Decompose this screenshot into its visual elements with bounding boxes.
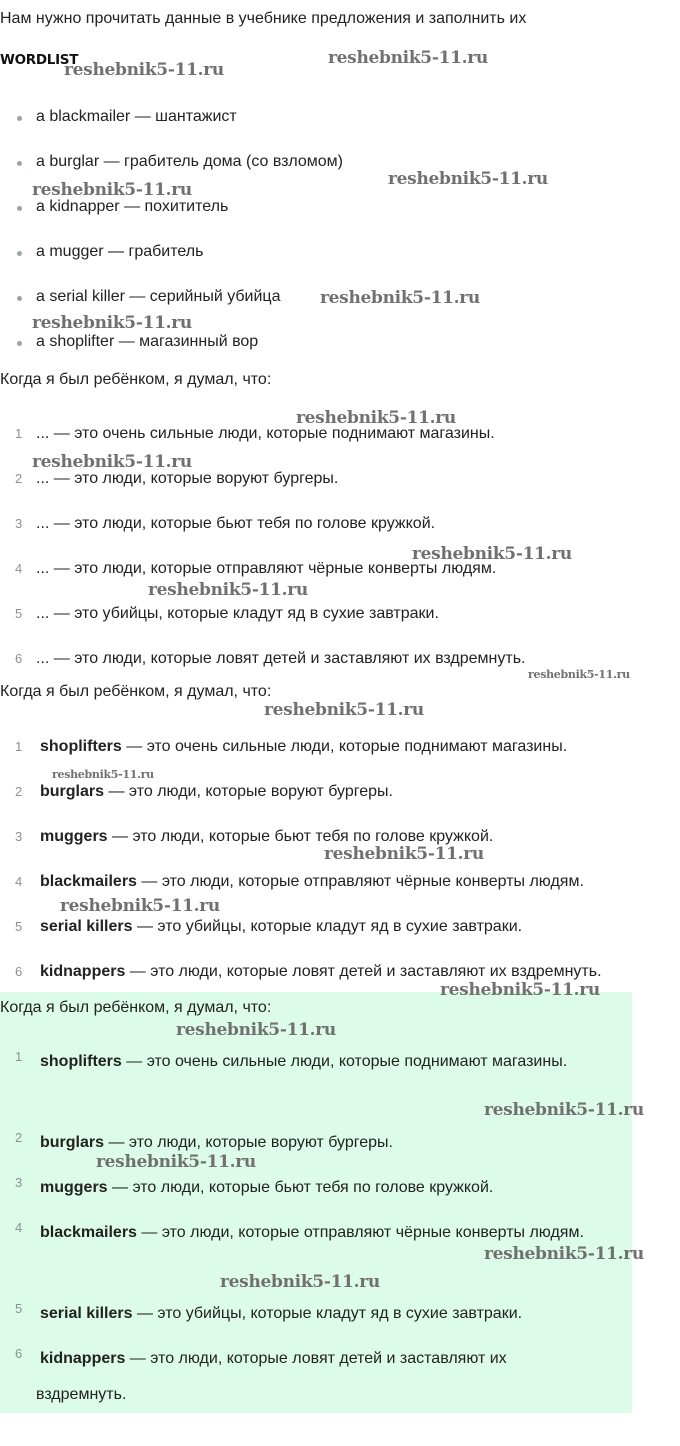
watermark: reshebnik5-11.ru [388, 169, 548, 189]
item-text: ... — это люди, которые воруют бургеры. [36, 470, 339, 487]
item-text [36, 1341, 581, 1413]
item-rest: — это люди, которые бьют тебя по голове кружкой. [107, 828, 494, 845]
item-text [40, 779, 393, 805]
item-rest: — это люди, которые ловят детей и заставляют их вздремнуть. [125, 963, 602, 980]
watermark: reshebnik5-11.ru [220, 1272, 380, 1292]
wordlist-item: a burglar — грабитель дома (со взломом) [0, 149, 343, 194]
item-rest: — это люди, которые отправляют чёрные конверты людям. [136, 873, 584, 890]
answer-term: blackmailers [40, 873, 137, 890]
watermark: reshebnik5-11.ru [528, 668, 630, 681]
item-number: 3 [15, 829, 23, 844]
item-rest: — это люди, которые бьют тебя по голове кружкой. [107, 1179, 494, 1196]
item-number: 6 [15, 1346, 23, 1361]
answer-term: muggers [40, 1179, 108, 1196]
item-number: 2 [15, 471, 23, 486]
answer-term: shoplifters [40, 1053, 122, 1070]
item-rest: — это убийцы, которые кладут яд в сухие завтраки. [132, 918, 523, 935]
item-text [40, 734, 567, 760]
item-number: 1 [15, 426, 23, 441]
watermark: reshebnik5-11.ru [32, 313, 192, 333]
item-number: 5 [15, 1301, 23, 1316]
wordlist [0, 104, 343, 374]
item-number: 6 [15, 964, 23, 979]
answer-item [0, 1125, 565, 1170]
intro-text: Нам нужно прочитать данные в учебнике предложения и заполнить их [0, 10, 527, 27]
item-number: 2 [15, 784, 23, 799]
watermark: reshebnik5-11.ru [320, 288, 480, 308]
item-number: 5 [15, 919, 23, 934]
answer-item [0, 1170, 565, 1215]
item-rest: — это очень сильные люди, которые поднимают магазины. [121, 1053, 568, 1070]
item-text: ... — это люди, которые ловят детей и заставляют их вздремнуть. [36, 650, 526, 667]
answer-term: burglars [40, 783, 105, 800]
watermark: reshebnik5-11.ru [60, 896, 220, 916]
answer-list [0, 1044, 584, 1422]
watermark: reshebnik5-11.ru [32, 452, 192, 472]
answer-term: kidnappers [40, 1350, 126, 1367]
watermark: reshebnik5-11.ru [484, 1244, 644, 1264]
wordlist-item: a mugger — грабитель [0, 239, 343, 284]
answer-term: kidnappers [40, 963, 126, 980]
answer-item [0, 1044, 568, 1125]
answer-term: serial killers [40, 1305, 133, 1322]
item-text: ... — это очень сильные люди, которые поднимают магазины. [36, 425, 495, 442]
watermark: reshebnik5-11.ru [32, 180, 192, 200]
solution-lead: Когда я был ребёнком, я думал, что: [0, 683, 272, 700]
wordlist-item: a serial killer — серийный убийца [0, 284, 343, 329]
watermark: reshebnik5-11.ru [264, 700, 424, 720]
watermark: reshebnik5-11.ru [296, 408, 456, 428]
item-number: 6 [15, 651, 23, 666]
item-rest: — это люди, которые отправляют чёрные конверты людям. [136, 1224, 584, 1241]
item-number: 3 [15, 1175, 23, 1190]
item-number: 4 [15, 1220, 23, 1235]
watermark: reshebnik5-11.ru [328, 48, 488, 68]
watermark: reshebnik5-11.ru [484, 1100, 644, 1120]
watermark: reshebnik5-11.ru [96, 1152, 256, 1172]
answer-term: burglars [40, 1134, 105, 1151]
answer-item [0, 1296, 565, 1341]
item-number: 4 [15, 874, 23, 889]
answer-term: blackmailers [40, 1224, 137, 1241]
item-number: 4 [15, 561, 23, 576]
watermark: reshebnik5-11.ru [412, 544, 572, 564]
watermark: reshebnik5-11.ru [52, 768, 154, 781]
item-text [36, 1044, 576, 1080]
answer-lead: Когда я был ребёнком, я думал, что: [0, 999, 272, 1016]
watermark: reshebnik5-11.ru [324, 844, 484, 864]
wordlist-item: a kidnapper — похититель [0, 194, 343, 239]
item-rest: — это убийцы, которые кладут яд в сухие завтраки. [132, 1305, 523, 1322]
item-number: 1 [15, 1049, 23, 1064]
answer-item [0, 1341, 565, 1422]
item-rest: — это очень сильные люди, которые поднимают магазины. [121, 738, 568, 755]
item-text [40, 869, 584, 895]
watermark: reshebnik5-11.ru [440, 980, 600, 1000]
watermark: reshebnik5-11.ru [148, 580, 308, 600]
item-text: ... — это убийцы, которые кладут яд в сухие завтраки. [36, 605, 439, 622]
watermark: reshebnik5-11.ru [176, 1020, 336, 1040]
item-number: 5 [15, 606, 23, 621]
watermark: reshebnik5-11.ru [64, 60, 224, 80]
item-text [36, 1170, 596, 1206]
item-number: 1 [15, 739, 23, 754]
item-text [36, 1296, 596, 1332]
item-number: 3 [15, 516, 23, 531]
item-text: ... — это люди, которые отправляют чёрные конверты людям. [36, 560, 497, 577]
answer-term: shoplifters [40, 738, 122, 755]
exercise-lead: Когда я был ребёнком, я думал, что: [0, 371, 272, 388]
answer-term: muggers [40, 828, 108, 845]
wordlist-item: a shoplifter — магазинный вор [0, 329, 343, 374]
item-text: ... — это люди, которые бьют тебя по голове кружкой. [36, 515, 436, 532]
item-rest: — это люди, которые воруют бургеры. [104, 783, 393, 800]
item-number: 2 [15, 1130, 23, 1145]
wordlist-item: a blackmailer — шантажист [0, 104, 343, 149]
item-text [40, 914, 522, 940]
item-rest: — это люди, которые ловят детей и заставляют их вздремнуть. [36, 1350, 507, 1403]
wordlist-heading: WORDLIST [0, 52, 79, 68]
item-rest: — это люди, которые воруют бургеры. [104, 1134, 393, 1151]
answer-term: serial killers [40, 918, 133, 935]
